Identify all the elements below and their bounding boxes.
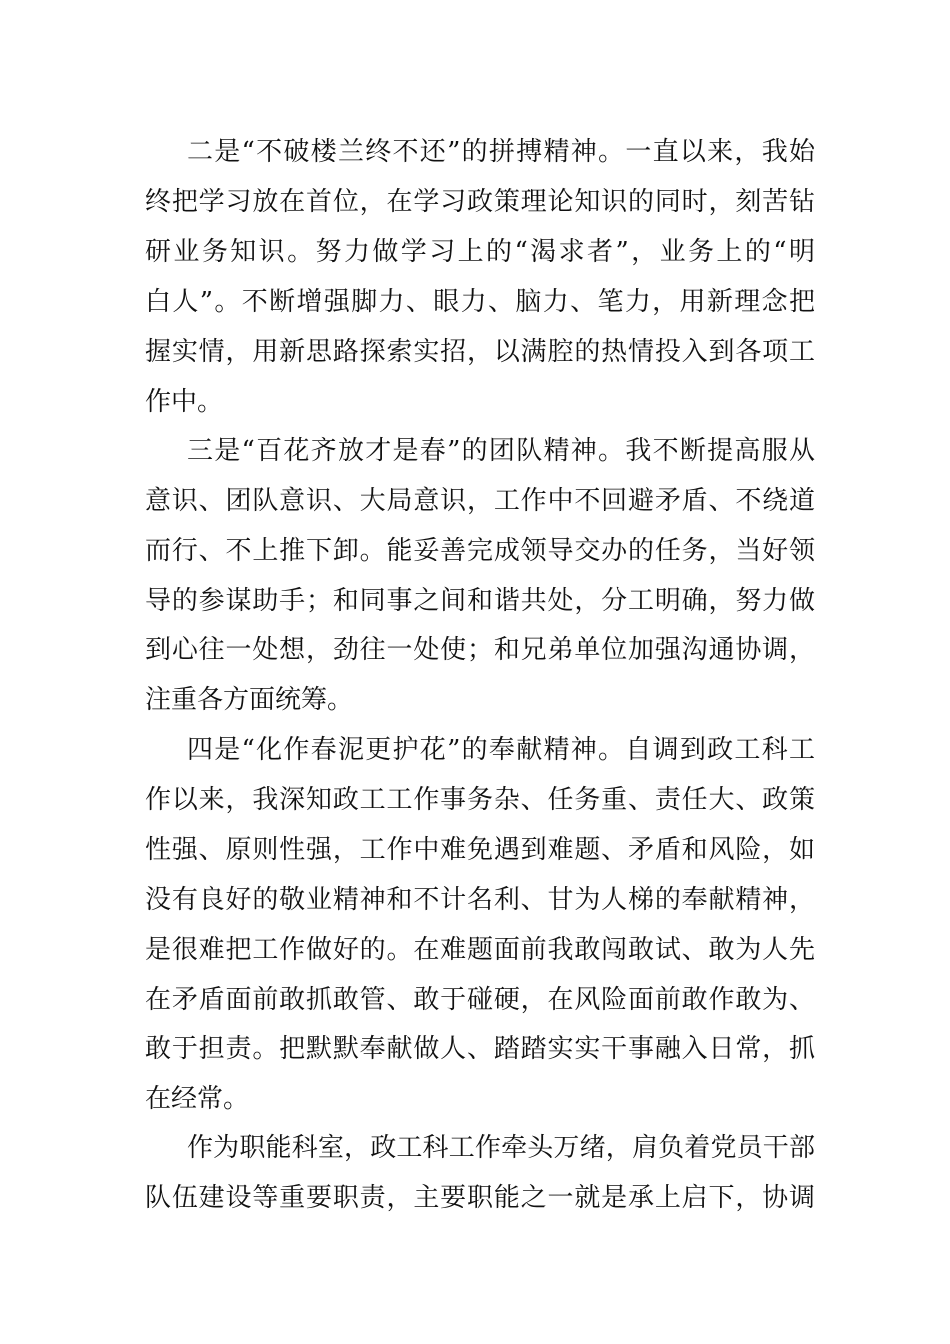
paragraph-line: 在矛盾面前敢抓敢管、敢于碰硬，在风险面前敢作敢为、 (145, 985, 815, 1015)
paragraph-line: 在经常。 (145, 1084, 250, 1114)
paragraph-line: 性强、原则性强，工作中难免遇到难题、矛盾和风险，如 (145, 835, 815, 865)
paragraph-line: 研业务知识。努力做学习上的“渴求者”，业务上的“明 (145, 237, 815, 267)
paragraph-line: 二是“不破楼兰终不还”的拼搏精神。一直以来，我始 (187, 137, 815, 167)
paragraph-line: 作中。 (145, 387, 224, 417)
paragraph-line: 四是“化作春泥更护花”的奉献精神。自调到政工科工 (187, 735, 815, 765)
paragraph-line: 作为职能科室，政工科工作牵头万绪，肩负着党员干部 (187, 1133, 815, 1163)
paragraph-line: 注重各方面统筹。 (145, 685, 354, 715)
paragraph-line: 到心往一处想，劲往一处使；和兄弟单位加强沟通协调， (145, 635, 815, 665)
paragraph-line: 终把学习放在首位，在学习政策理论知识的同时，刻苦钻 (145, 187, 815, 217)
paragraph-line: 握实情，用新思路探索实招，以满腔的热情投入到各项工 (145, 337, 815, 367)
paragraph-line: 没有良好的敬业精神和不计名利、甘为人梯的奉献精神， (145, 885, 815, 915)
paragraph-line: 是很难把工作做好的。在难题面前我敢闯敢试、敢为人先 (145, 935, 815, 965)
paragraph-line: 队伍建设等重要职责，主要职能之一就是承上启下，协调 (145, 1183, 815, 1213)
paragraph-line: 而行、不上推下卸。能妥善完成领导交办的任务，当好领 (145, 536, 815, 566)
paragraph-line: 敢于担责。把默默奉献做人、踏踏实实干事融入日常，抓 (145, 1034, 815, 1064)
paragraph-line: 意识、团队意识、大局意识，工作中不回避矛盾、不绕道 (145, 486, 815, 516)
paragraph-line: 导的参谋助手；和同事之间和谐共处，分工明确，努力做 (145, 586, 815, 616)
paragraph-line: 三是“百花齐放才是春”的团队精神。我不断提高服从 (187, 436, 815, 466)
paragraph-line: 作以来，我深知政工工作事务杂、任务重、责任大、政策 (145, 785, 815, 815)
paragraph-line: 白人”。不断增强脚力、眼力、脑力、笔力，用新理念把 (145, 287, 815, 317)
